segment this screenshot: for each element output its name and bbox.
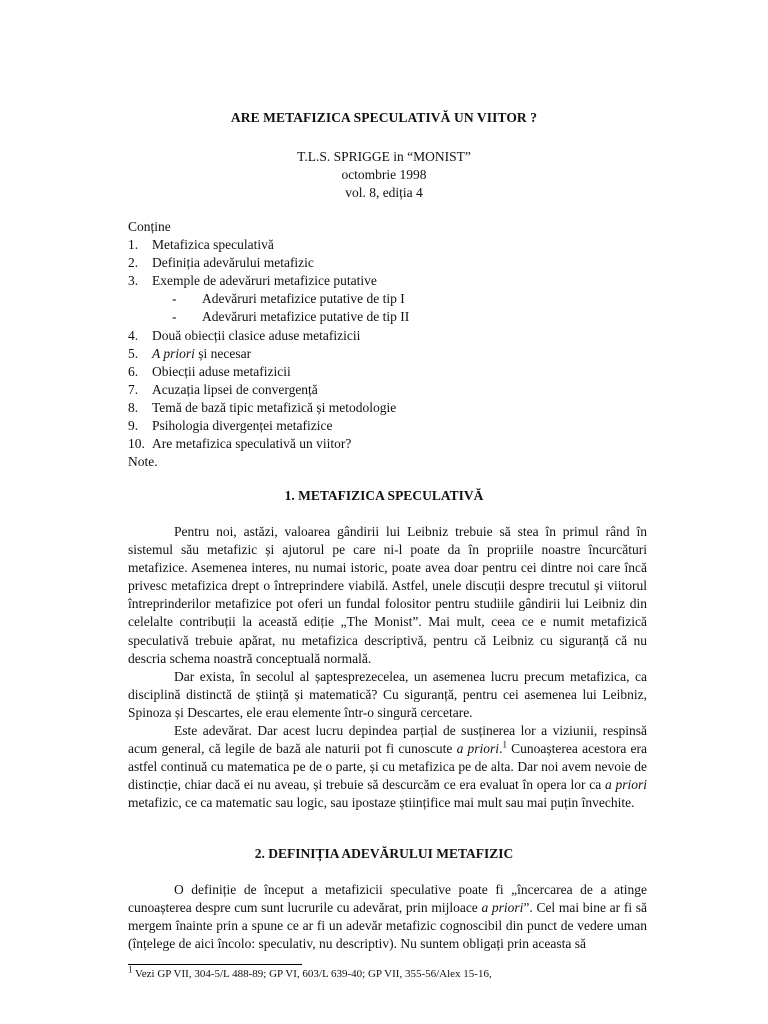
- italic-run: a priori: [604, 777, 648, 793]
- toc-item-label: Două obiecții clasice aduse metafizicii: [152, 327, 361, 343]
- toc-item: [128, 417, 409, 435]
- toc-item-label: Acuzația lipsei de convergență: [152, 381, 318, 397]
- author-line: T.L.S. SPRIGGE in “MONIST”: [297, 149, 471, 164]
- toc-item: [128, 435, 409, 453]
- toc-item: [128, 327, 409, 345]
- volume-line: vol. 8, ediția 4: [345, 185, 423, 200]
- section-body: [128, 881, 647, 953]
- document-title: ARE METAFIZICA SPECULATIVĂ UN VIITOR ?: [230, 110, 538, 125]
- toc-item-number: 1.: [128, 237, 139, 253]
- paragraph: [128, 722, 647, 812]
- paragraph: Pentru noi, astăzi, valoarea gândirii lui Leibniz trebuie să stea în primul rând în sistemul său metafizic și ajutorul pe care ni-l poate da în propriile noastre încurcături metafizice. Asemenea interes, nu numai istoric, poate avea doar pentru cei dintre noi care încă privesc metafizica drept o întreprindere viabilă. Astfel, unele discuții despre trecutul și viitorul întreprinderilor metafizice pot oferi un fundal folositor pentru studiile gândirii lui Leibniz din celelalte contribuții la această ediție „The Monist”. Mai mult, ceea ce e numit metafizică speculativă trebuie apărat, nu metafizica descriptivă, pentru că Leibniz cu siguranță că nu descria schema noastră conceptuală normală.: [128, 524, 647, 666]
- toc-item: [128, 236, 409, 254]
- toc-item-label: Temă de bază tipic metafizică și metodologie: [152, 399, 397, 415]
- toc-subitem: [128, 308, 409, 326]
- toc-item-label: Are metafizica speculativă un viitor?: [152, 436, 352, 452]
- table-of-contents: [128, 218, 409, 471]
- toc-subitem-label: Adevăruri metafizice putative de tip II: [202, 309, 410, 325]
- toc-item-label: Metafizica speculativă: [152, 237, 274, 253]
- toc-subitem-label: Adevăruri metafizice putative de tip I: [202, 291, 405, 307]
- date-line: octombrie 1998: [341, 167, 427, 182]
- text-run: .: [499, 741, 503, 757]
- dash-bullet: -: [172, 309, 177, 325]
- toc-item-label-italic: A priori: [152, 345, 195, 361]
- text-run: Cunoașterea acestora era astfel continuă cu matematica pe de o parte, și cu metafizica pe de alta. Dar noi avem nevoie de distincție, chiar dacă ei nu aveau, și trebuie să descurcăm ce era evaluat în opera lor ca: [128, 741, 647, 793]
- paragraph: [128, 881, 647, 953]
- paragraph: Dar exista, în secolul al șaptesprezecelea, un asemenea lucru precum metafizica, ca disciplină distinctă de știință și matematică? Cu siguranță, pentru cei asemenea lui Leibniz, Spinoza și Descartes, ele erau elemente într-o singură cercetare.: [128, 668, 647, 720]
- toc-item: [128, 345, 409, 363]
- toc-notes: Note.: [128, 454, 158, 470]
- toc-item-label: Exemple de adevăruri metafizice putative: [152, 273, 377, 289]
- toc-item-number: 6.: [128, 363, 139, 379]
- toc-item: [128, 254, 409, 272]
- toc-item-number: 5.: [128, 345, 139, 361]
- text-run: O definiție de început a metafizicii speculative poate fi „încercarea de a atinge cunoașterea despre cum sunt lucrurile cu adevărat, prin mijloace: [128, 882, 647, 916]
- toc-subitem: [128, 290, 409, 308]
- toc-item-label: Psihologia divergenței metafizice: [152, 418, 333, 434]
- toc-item-number: 10.: [128, 436, 145, 452]
- toc-item: [128, 381, 409, 399]
- italic-run: a priori: [481, 900, 524, 916]
- italic-run: a priori: [456, 741, 500, 757]
- text-run: ”. Cel mai bine ar fi să mergem înainte prin a spune ce ar fi un adevăr metafizic cognoscibil din punct de vedere uman (înțelege de aici încolo: speculativ, nu descriptiv). Nu suntem obligați prin aceasta să: [128, 900, 647, 952]
- section-body: [128, 523, 647, 813]
- section-heading: 1. METAFIZICA SPECULATIVĂ: [284, 488, 484, 503]
- toc-item-number: 9.: [128, 418, 139, 434]
- document-meta: [0, 148, 768, 202]
- toc-item-label: Definiția adevărului metafizic: [152, 255, 314, 271]
- toc-item-number: 4.: [128, 327, 139, 343]
- toc-item-number: 7.: [128, 381, 139, 397]
- footnote: [128, 964, 492, 980]
- toc-item-number: 3.: [128, 273, 139, 289]
- toc-item: [128, 363, 409, 381]
- toc-item-label: și necesar: [194, 345, 252, 361]
- toc-item: [128, 272, 409, 290]
- toc-item: [128, 399, 409, 417]
- footnote-text: Vezi GP VII, 304-5/L 488-89; GP VI, 603/L 639-40; GP VII, 355-56/Alex 15-16,: [132, 968, 492, 980]
- footnote-separator: [128, 964, 302, 965]
- toc-item-label: Obiecții aduse metafizicii: [152, 363, 291, 379]
- footnote-reference: 1: [502, 739, 507, 750]
- text-run: Este adevărat. Dar acest lucru depindea parțial de susținerea lor a viziunii, respinsă acum general, că legile de bază ale naturii pot fi cunoscute: [128, 723, 647, 757]
- text-run: metafizic, ce ca matematic sau logic, sau ipostaze științifice mai mult sau mai puțin învechite.: [128, 795, 635, 811]
- footnote-mark: 1: [128, 964, 133, 975]
- toc-item-number: 2.: [128, 255, 139, 271]
- toc-heading: Conține: [128, 219, 171, 234]
- dash-bullet: -: [172, 291, 177, 307]
- section-heading: 2. DEFINIȚIA ADEVĂRULUI METAFIZIC: [254, 846, 514, 861]
- toc-item-number: 8.: [128, 399, 139, 415]
